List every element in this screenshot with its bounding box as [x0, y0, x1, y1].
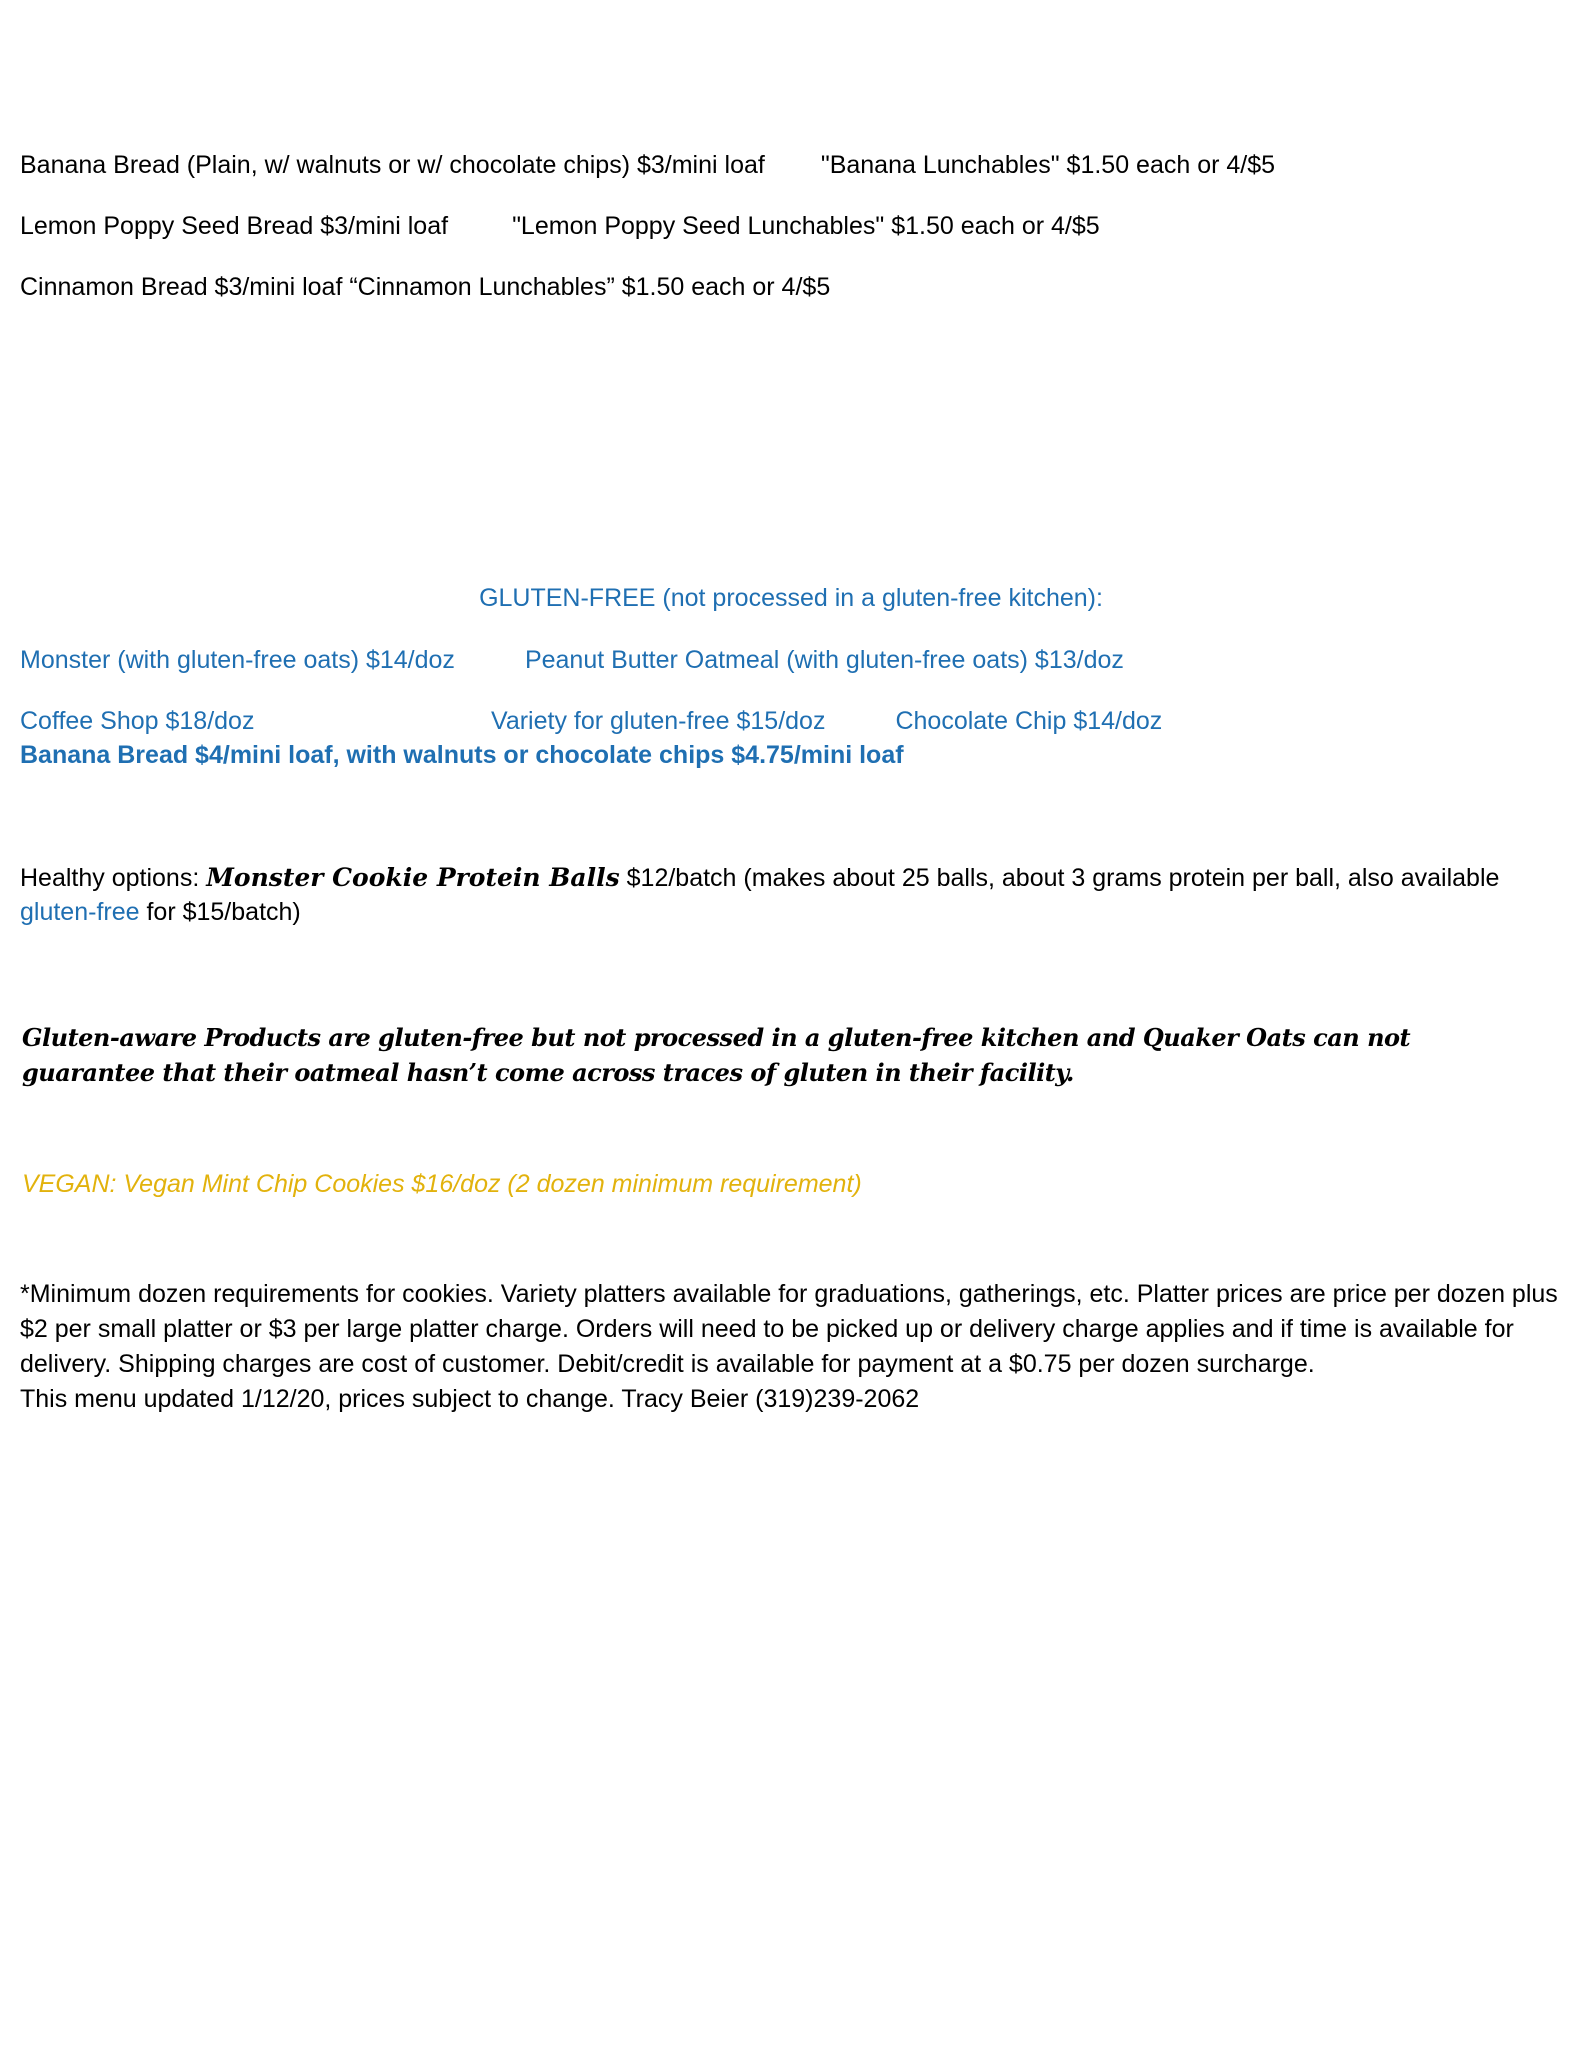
- banana-lunchables-item: "Banana Lunchables" $1.50 each or 4/$5: [820, 151, 1276, 179]
- healthy-options-line-2: [20, 895, 301, 929]
- cinnamon-bread-row: [20, 270, 830, 304]
- gluten-aware-note: Gluten-aware Products are gluten-free but not processed in a gluten-free kitchen and Quaker Oats can not guarantee that their oatmeal hasn’t come across traces of gluten in their facility.: [22, 1023, 1411, 1087]
- gf-variety-item: Variety for gluten-free $15/doz: [491, 707, 826, 735]
- lemon-lunchables-item: "Lemon Poppy Seed Lunchables" $1.50 each or 4/$5: [512, 212, 1100, 240]
- gf-peanut-butter-item: Peanut Butter Oatmeal (with gluten-free oats) $13/doz: [524, 646, 1124, 674]
- gluten-free-row-2: [20, 704, 1162, 738]
- gluten-free-label: gluten-free: [20, 898, 140, 926]
- lemon-bread-row: [20, 209, 1100, 243]
- protein-balls-details: $12/batch (makes about 25 balls, about 3 grams protein per ball, also available: [619, 864, 1500, 892]
- protein-balls-name: Monster Cookie Protein Balls: [206, 863, 620, 892]
- gf-banana-bread-item: Banana Bread $4/mini loaf, with walnuts or chocolate chips $4.75/mini loaf: [20, 741, 904, 769]
- banana-bread-row: [20, 148, 1275, 182]
- lemon-bread-item: Lemon Poppy Seed Bread $3/mini loaf: [20, 212, 449, 240]
- menu-updated-contact: This menu updated 1/12/20, prices subject to change. Tracy Beier (319)239-2062: [20, 1385, 920, 1413]
- banana-bread-item: Banana Bread (Plain, w/ walnuts or w/ chocolate chips) $3/mini loaf: [20, 151, 765, 179]
- gluten-free-heading: GLUTEN-FREE (not processed in a gluten-free kitchen):: [479, 584, 1103, 612]
- gf-coffee-shop-item: Coffee Shop $18/doz: [20, 707, 255, 735]
- gf-monster-item: Monster (with gluten-free oats) $14/doz: [20, 646, 455, 674]
- ordering-notes: *Minimum dozen requirements for cookies. Variety platters available for graduations, gatherings, etc. Platter prices are price per dozen plus $2 per small platter or $3 per large platter charge. Orders will need to be picked up or delivery charge applies and if time is available for delivery. Shipping charges are cost of customer. Debit/credit is available for payment at a $0.75 per dozen surcharge.: [20, 1280, 1558, 1378]
- vegan-item: VEGAN: Vegan Mint Chip Cookies $16/doz (2 dozen minimum requirement): [22, 1170, 862, 1198]
- gluten-free-row-1: [20, 643, 1124, 677]
- gluten-free-price: for $15/batch): [139, 898, 301, 926]
- healthy-prefix: Healthy options:: [20, 864, 207, 892]
- cinnamon-bread-item: Cinnamon Bread $3/mini loaf “Cinnamon Lunchables” $1.50 each or 4/$5: [20, 273, 831, 301]
- gf-chocolate-chip-item: Chocolate Chip $14/doz: [895, 707, 1163, 735]
- healthy-options-line: [20, 861, 1499, 895]
